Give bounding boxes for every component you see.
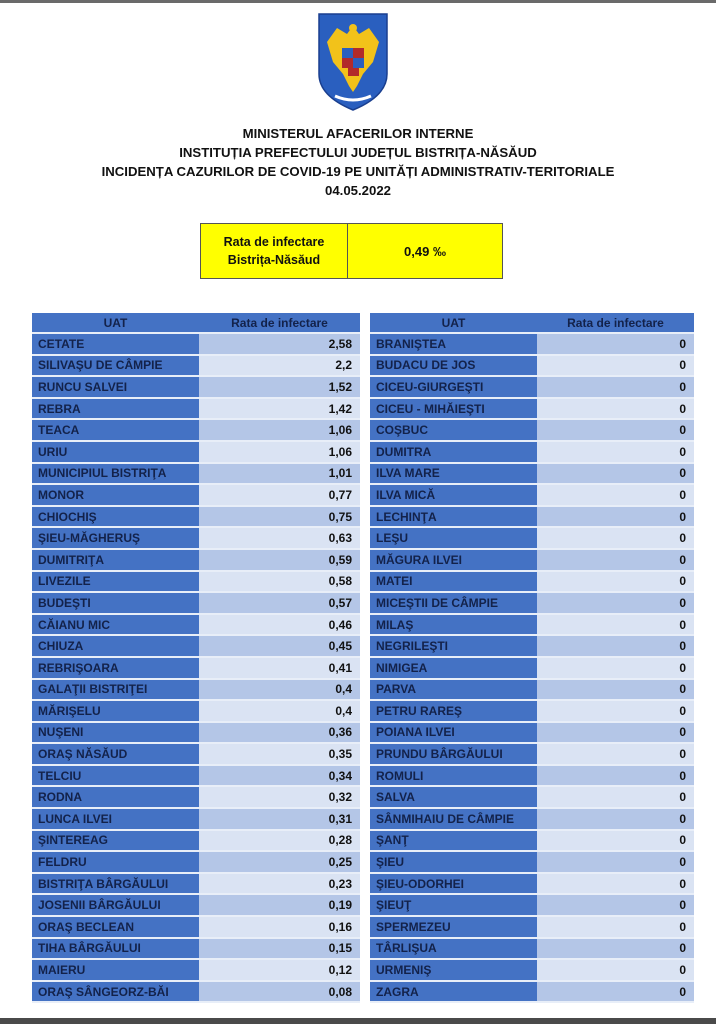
uat-table-left — [32, 313, 360, 1003]
table-row — [32, 658, 360, 680]
table-row — [32, 723, 360, 745]
table-row — [32, 809, 360, 831]
infection-rate-cell: 0 — [537, 485, 694, 507]
table-row — [32, 917, 360, 939]
uat-name-cell: MATEI — [370, 572, 537, 594]
report-title: INCIDENȚA CAZURILOR DE COVID-19 PE UNITĂȚI ADMINISTRATIV-TERITORIALE — [101, 164, 615, 179]
infection-rate-cell: 2,2 — [199, 356, 360, 378]
table-row — [370, 701, 694, 723]
uat-name-cell: ŞANŢ — [370, 831, 537, 853]
top-border — [0, 0, 716, 3]
infection-rate-cell: 0,16 — [199, 917, 360, 939]
ministry-title: MINISTERUL AFACERILOR INTERNE — [242, 126, 474, 141]
infection-rate-cell: 0 — [537, 420, 694, 442]
table-row — [32, 982, 360, 1004]
uat-name-cell: REBRA — [32, 399, 199, 421]
uat-name-cell: ZAGRA — [370, 982, 537, 1004]
uat-name-cell: RODNA — [32, 787, 199, 809]
table-row — [32, 939, 360, 961]
uat-name-cell: MĂGURA ILVEI — [370, 550, 537, 572]
infection-rate-cell: 0,08 — [199, 982, 360, 1004]
uat-name-cell: LEŞU — [370, 528, 537, 550]
uat-name-cell: BRANIŞTEA — [370, 334, 537, 356]
column-header-rate: Rata de infectare — [199, 313, 360, 334]
uat-name-cell: SILIVAŞU DE CÂMPIE — [32, 356, 199, 378]
table-row — [32, 787, 360, 809]
table-row — [370, 507, 694, 529]
infection-rate-cell: 0 — [537, 766, 694, 788]
infection-rate-cell: 0 — [537, 399, 694, 421]
infection-rate-cell: 1,42 — [199, 399, 360, 421]
infection-rate-cell: 0 — [537, 917, 694, 939]
column-header-uat: UAT — [32, 313, 199, 334]
table-row — [370, 723, 694, 745]
report-date: 04.05.2022 — [324, 183, 391, 198]
uat-name-cell: DUMITRA — [370, 442, 537, 464]
uat-name-cell: BUDACU DE JOS — [370, 356, 537, 378]
uat-name-cell: ŞINTEREAG — [32, 831, 199, 853]
infection-rate-cell: 0,25 — [199, 852, 360, 874]
table-row — [370, 442, 694, 464]
uat-name-cell: CETATE — [32, 334, 199, 356]
table-row — [32, 960, 360, 982]
uat-name-cell: MICEŞTII DE CÂMPIE — [370, 593, 537, 615]
uat-name-cell: REBRIŞOARA — [32, 658, 199, 680]
uat-name-cell: MAIERU — [32, 960, 199, 982]
table-row — [370, 658, 694, 680]
institution-title: INSTITUȚIA PREFECTULUI JUDEȚUL BISTRIȚA-NĂSĂUD — [179, 145, 537, 160]
table-row — [32, 420, 360, 442]
uat-name-cell: TÂRLIŞUA — [370, 939, 537, 961]
infection-rate-cell: 0,77 — [199, 485, 360, 507]
table-row — [32, 334, 360, 356]
uat-name-cell: BUDEŞTI — [32, 593, 199, 615]
uat-name-cell: TELCIU — [32, 766, 199, 788]
table-row — [370, 917, 694, 939]
table-row — [370, 399, 694, 421]
table-header-row — [370, 313, 694, 334]
uat-name-cell: TEACA — [32, 420, 199, 442]
table-row — [370, 960, 694, 982]
column-header-uat: UAT — [370, 313, 537, 334]
infection-rate-cell: 0,32 — [199, 787, 360, 809]
table-row — [32, 593, 360, 615]
uat-name-cell: CĂIANU MIC — [32, 615, 199, 637]
infection-rate-cell: 0 — [537, 334, 694, 356]
table-row — [32, 550, 360, 572]
table-row — [32, 636, 360, 658]
romania-coat-of-arms-icon — [317, 12, 389, 112]
table-row — [370, 809, 694, 831]
infection-rate-cell: 0,19 — [199, 895, 360, 917]
infection-rate-cell: 0,15 — [199, 939, 360, 961]
uat-name-cell: ŞIEU-MĂGHERUŞ — [32, 528, 199, 550]
infection-rate-cell: 1,01 — [199, 464, 360, 486]
infection-rate-cell: 0 — [537, 982, 694, 1004]
infection-rate-cell: 0 — [537, 744, 694, 766]
uat-name-cell: PARVA — [370, 680, 537, 702]
table-row — [370, 636, 694, 658]
infection-rate-cell: 0 — [537, 528, 694, 550]
county-infection-rate-box — [200, 223, 503, 279]
uat-table-right — [370, 313, 694, 1003]
infection-rate-cell: 0 — [537, 831, 694, 853]
infection-rate-cell: 0 — [537, 809, 694, 831]
table-row — [370, 528, 694, 550]
summary-value: 0,49 ‰ — [404, 243, 446, 259]
infection-rate-cell: 0 — [537, 787, 694, 809]
table-row — [370, 485, 694, 507]
infection-rate-cell: 0,46 — [199, 615, 360, 637]
infection-rate-cell: 0 — [537, 507, 694, 529]
table-row — [370, 334, 694, 356]
table-row — [370, 831, 694, 853]
uat-name-cell: ŞIEU-ODORHEI — [370, 874, 537, 896]
infection-rate-cell: 1,52 — [199, 377, 360, 399]
table-row — [32, 356, 360, 378]
infection-rate-cell: 0,31 — [199, 809, 360, 831]
table-row — [370, 464, 694, 486]
uat-name-cell: NIMIGEA — [370, 658, 537, 680]
uat-name-cell: ILVA MARE — [370, 464, 537, 486]
table-row — [370, 852, 694, 874]
table-row — [370, 593, 694, 615]
uat-name-cell: BISTRIŢA BÂRGĂULUI — [32, 874, 199, 896]
table-row — [32, 874, 360, 896]
infection-rate-cell: 0 — [537, 680, 694, 702]
table-row — [32, 464, 360, 486]
infection-rate-cell: 0,34 — [199, 766, 360, 788]
infection-rate-cell: 0,28 — [199, 831, 360, 853]
infection-rate-cell: 2,58 — [199, 334, 360, 356]
table-row — [370, 377, 694, 399]
uat-name-cell: PRUNDU BÂRGĂULUI — [370, 744, 537, 766]
column-header-rate: Rata de infectare — [537, 313, 694, 334]
table-row — [32, 615, 360, 637]
uat-name-cell: GALAŢII BISTRIŢEI — [32, 680, 199, 702]
infection-rate-cell: 0,4 — [199, 701, 360, 723]
uat-name-cell: URIU — [32, 442, 199, 464]
uat-name-cell: MUNICIPIUL BISTRIŢA — [32, 464, 199, 486]
uat-name-cell: URMENIŞ — [370, 960, 537, 982]
infection-rate-cell: 0,63 — [199, 528, 360, 550]
infection-rate-cell: 0,59 — [199, 550, 360, 572]
infection-rate-cell: 0 — [537, 572, 694, 594]
table-row — [32, 485, 360, 507]
uat-name-cell: POIANA ILVEI — [370, 723, 537, 745]
table-row — [32, 895, 360, 917]
table-row — [32, 507, 360, 529]
uat-name-cell: DUMITRIŢA — [32, 550, 199, 572]
infection-rate-cell: 0 — [537, 939, 694, 961]
uat-name-cell: ŞIEUŢ — [370, 895, 537, 917]
infection-rate-cell: 1,06 — [199, 442, 360, 464]
summary-label-line1: Rata de infectare — [223, 235, 325, 249]
uat-name-cell: SALVA — [370, 787, 537, 809]
infection-rate-cell: 0,12 — [199, 960, 360, 982]
table-row — [370, 615, 694, 637]
table-row — [370, 787, 694, 809]
summary-label-line2: Bistrița-Năsăud — [227, 253, 321, 267]
uat-name-cell: MĂRIŞELU — [32, 701, 199, 723]
table-row — [370, 356, 694, 378]
infection-rate-cell: 0,4 — [199, 680, 360, 702]
table-row — [32, 831, 360, 853]
infection-rate-cell: 0,45 — [199, 636, 360, 658]
uat-name-cell: LECHINŢA — [370, 507, 537, 529]
infection-rate-cell: 0,75 — [199, 507, 360, 529]
uat-name-cell: LUNCA ILVEI — [32, 809, 199, 831]
infection-rate-cell: 0 — [537, 852, 694, 874]
table-row — [370, 572, 694, 594]
uat-name-cell: ROMULI — [370, 766, 537, 788]
uat-name-cell: RUNCU SALVEI — [32, 377, 199, 399]
table-row — [32, 399, 360, 421]
table-header-row — [32, 313, 360, 334]
infection-rate-cell: 0,41 — [199, 658, 360, 680]
table-row — [370, 550, 694, 572]
table-row — [370, 680, 694, 702]
infection-rate-cell: 0 — [537, 442, 694, 464]
table-row — [32, 680, 360, 702]
summary-label — [201, 224, 348, 278]
uat-name-cell: ILVA MICĂ — [370, 485, 537, 507]
infection-rate-cell: 0 — [537, 636, 694, 658]
document-header — [0, 124, 716, 200]
infection-rate-cell: 0,23 — [199, 874, 360, 896]
table-row — [32, 442, 360, 464]
infection-rate-cell: 0 — [537, 658, 694, 680]
table-row — [32, 528, 360, 550]
table-row — [370, 895, 694, 917]
infection-rate-cell: 0 — [537, 895, 694, 917]
infection-rate-cell: 0,35 — [199, 744, 360, 766]
infection-rate-cell: 0 — [537, 377, 694, 399]
infection-rate-cell: 0,58 — [199, 572, 360, 594]
uat-name-cell: CICEU-GIURGEŞTI — [370, 377, 537, 399]
uat-name-cell: SPERMEZEU — [370, 917, 537, 939]
uat-name-cell: ORAŞ SÂNGEORZ-BĂI — [32, 982, 199, 1004]
table-row — [370, 939, 694, 961]
infection-rate-cell: 0 — [537, 615, 694, 637]
table-row — [370, 766, 694, 788]
table-row — [32, 572, 360, 594]
table-row — [370, 874, 694, 896]
uat-name-cell: SÂNMIHAIU DE CÂMPIE — [370, 809, 537, 831]
uat-table-left-body — [32, 334, 360, 1003]
table-row — [370, 982, 694, 1004]
infection-rate-cell: 0,57 — [199, 593, 360, 615]
infection-rate-cell: 0 — [537, 723, 694, 745]
uat-name-cell: MILAŞ — [370, 615, 537, 637]
uat-name-cell: MONOR — [32, 485, 199, 507]
table-row — [32, 766, 360, 788]
uat-name-cell: TIHA BÂRGĂULUI — [32, 939, 199, 961]
table-row — [32, 852, 360, 874]
infection-rate-cell: 0 — [537, 960, 694, 982]
table-row — [370, 420, 694, 442]
infection-rate-cell: 0 — [537, 874, 694, 896]
infection-rate-cell: 0,36 — [199, 723, 360, 745]
uat-name-cell: CHIOCHIŞ — [32, 507, 199, 529]
infection-rate-cell: 0 — [537, 593, 694, 615]
table-row — [32, 744, 360, 766]
uat-name-cell: LIVEZILE — [32, 572, 199, 594]
uat-name-cell: CHIUZA — [32, 636, 199, 658]
uat-name-cell: NEGRILEŞTI — [370, 636, 537, 658]
infection-rate-cell: 0 — [537, 701, 694, 723]
infection-rate-cell: 0 — [537, 550, 694, 572]
uat-name-cell: ŞIEU — [370, 852, 537, 874]
table-row — [32, 377, 360, 399]
uat-table-right-body — [370, 334, 694, 1003]
table-row — [370, 744, 694, 766]
uat-name-cell: CICEU - MIHĂIEŞTI — [370, 399, 537, 421]
uat-name-cell: COŞBUC — [370, 420, 537, 442]
uat-name-cell: FELDRU — [32, 852, 199, 874]
uat-name-cell: ORAŞ BECLEAN — [32, 917, 199, 939]
table-row — [32, 701, 360, 723]
infection-rate-cell: 0 — [537, 464, 694, 486]
bottom-border — [0, 1018, 716, 1024]
uat-name-cell: NUŞENI — [32, 723, 199, 745]
infection-rate-cell: 0 — [537, 356, 694, 378]
uat-name-cell: JOSENII BÂRGĂULUI — [32, 895, 199, 917]
uat-name-cell: ORAŞ NĂSĂUD — [32, 744, 199, 766]
infection-rate-cell: 1,06 — [199, 420, 360, 442]
uat-name-cell: PETRU RAREŞ — [370, 701, 537, 723]
